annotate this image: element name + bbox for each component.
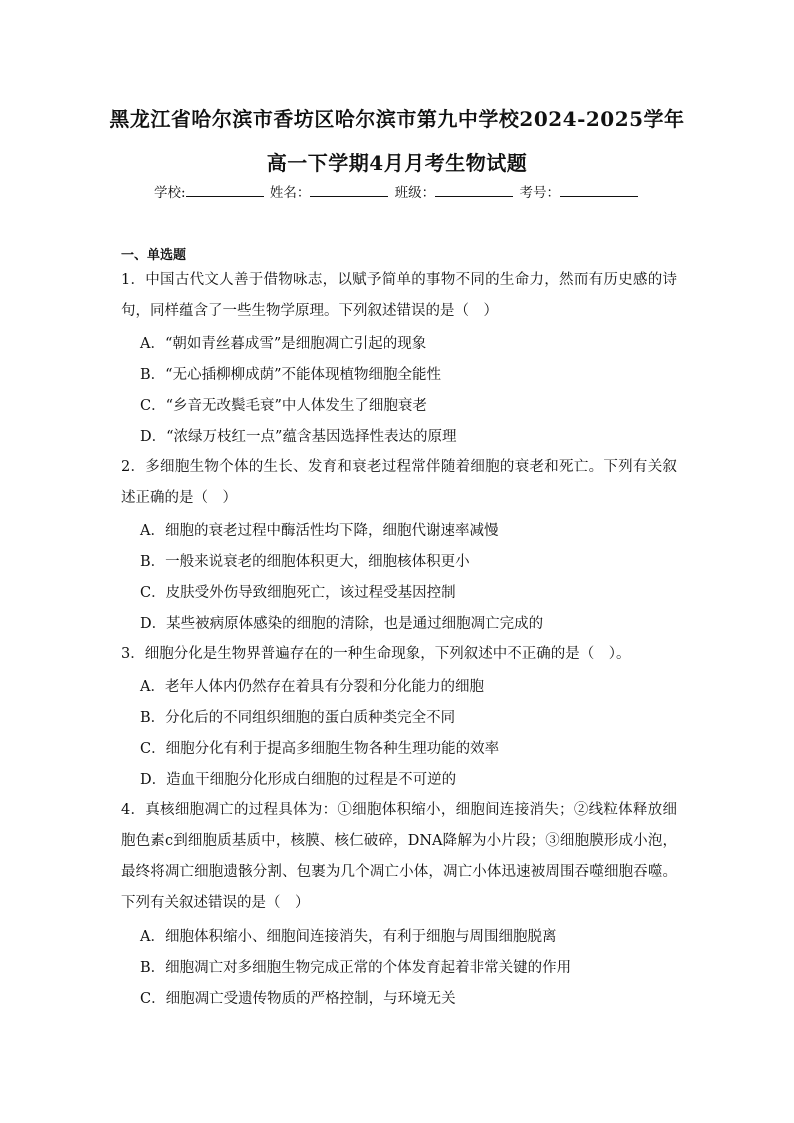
- number-blank: [560, 184, 638, 197]
- question-2-option-c: C．皮肤受外伤导致细胞死亡，该过程受基因控制: [140, 585, 456, 601]
- exam-title-line2: 高一下学期4月月考生物试题: [266, 151, 528, 175]
- class-label: 班级：: [394, 185, 436, 201]
- question-2-stem: 2．多细胞生物个体的生长、发育和衰老过程常伴随着细胞的衰老和死亡。下列有关叙述正确的是（ ）: [121, 459, 677, 506]
- exam-title-line1: 黑龙江省哈尔滨市香坊区哈尔滨市第九中学校2024-2025学年: [109, 107, 685, 131]
- question-1-option-c: C．“乡音无改鬓毛衰”中人体发生了细胞衰老: [140, 398, 427, 414]
- name-label: 姓名：: [269, 185, 311, 201]
- question-2-option-a: A．细胞的衰老过程中酶活性均下降，细胞代谢速率减慢: [140, 523, 499, 539]
- question-4-stem: 4．真核细胞凋亡的过程具体为：①细胞体积缩小，细胞间连接消失；②线粒体释放细胞色素c到细胞质基质中，核膜、核仁破碎，DNA降解为小片段；③细胞膜形成小泡，最终将凋亡细胞遗骸分割、包裹为几个凋亡小体，凋亡小体迅速被周围吞噬细胞吞噬。下列有关叙述错误的是（ ）: [121, 802, 677, 911]
- school-blank: [186, 184, 264, 197]
- question-4-option-c: C．细胞凋亡受遗传物质的严格控制，与环境无关: [140, 991, 456, 1007]
- question-3-option-a: A．老年人体内仍然存在着具有分裂和分化能力的细胞: [140, 679, 484, 695]
- question-3-option-c: C．细胞分化有利于提高多细胞生物各种生理功能的效率: [140, 741, 500, 757]
- question-1-option-d: D．“浓绿万枝红一点”蕴含基因选择性表达的原理: [140, 429, 457, 445]
- question-4-option-a: A．细胞体积缩小、细胞间连接消失，有利于细胞与周围细胞脱离: [140, 929, 557, 945]
- school-label: 学校:: [154, 185, 186, 201]
- student-info-line: [0, 181, 794, 201]
- question-4-option-b: B．细胞凋亡对多细胞生物完成正常的个体发育起着非常关键的作用: [140, 960, 572, 976]
- section-title: 一、单选题: [121, 248, 187, 263]
- number-label: 考号：: [519, 185, 560, 201]
- question-3-option-b: B．分化后的不同组织细胞的蛋白质种类完全不同: [140, 710, 456, 726]
- class-blank: [435, 184, 513, 197]
- question-1-stem: 1．中国古代文人善于借物咏志，以赋予简单的事物不同的生命力，然而有历史感的诗句，同样蕴含了一些生物学原理。下列叙述错误的是（ ）: [121, 272, 677, 319]
- question-2-option-d: D．某些被病原体感染的细胞的清除，也是通过细胞凋亡完成的: [140, 616, 544, 632]
- question-1-option-b: B．“无心插柳柳成荫”不能体现植物细胞全能性: [140, 367, 441, 383]
- question-2-option-b: B．一般来说衰老的细胞体积更大，细胞核体积更小: [140, 554, 470, 570]
- question-1-option-a: A．“朝如青丝暮成雪”是细胞凋亡引起的现象: [140, 336, 427, 352]
- question-3-stem: 3．细胞分化是生物界普遍存在的一种生命现象，下列叙述中不正确的是（ ）。: [121, 646, 631, 662]
- question-3-option-d: D．造血干细胞分化形成白细胞的过程是不可逆的: [140, 772, 457, 788]
- name-blank: [310, 184, 388, 197]
